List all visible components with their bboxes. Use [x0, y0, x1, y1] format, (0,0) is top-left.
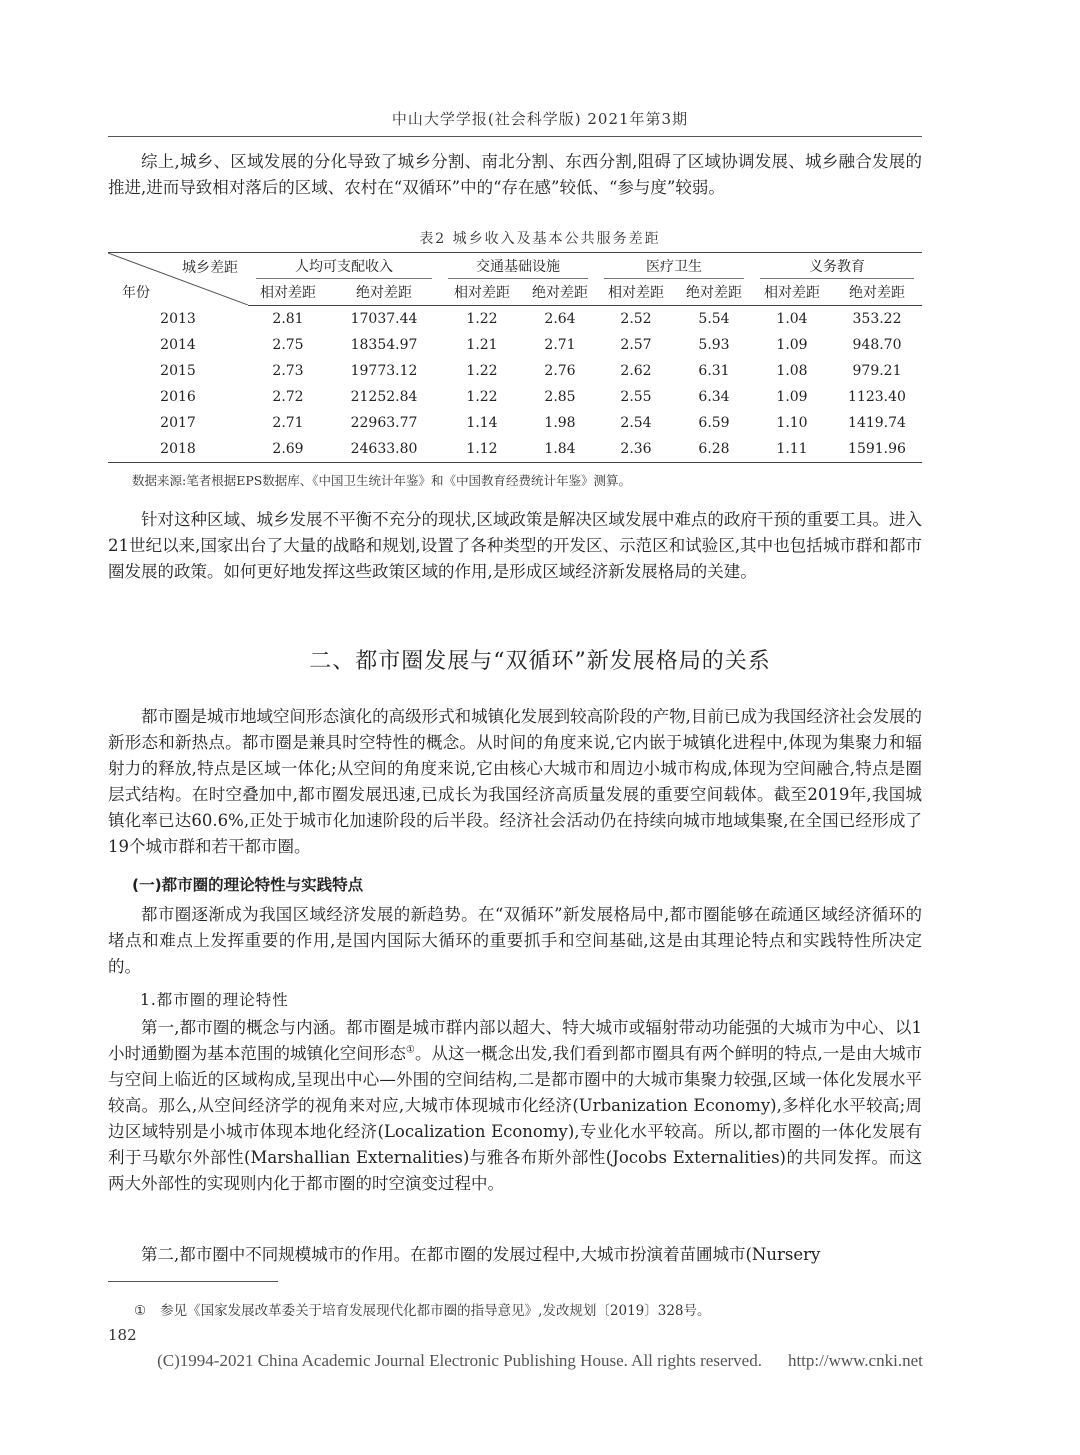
paragraph-city-roles: 第二,都市圈中不同规模城市的作用。在都市圈的发展过程中,大城市扮演着苗圃城市(Nursery [141, 1245, 821, 1264]
table-cell: 19773.12 [350, 363, 418, 379]
subheader: 绝对差距 [832, 279, 922, 306]
corner-label-year: 年份 [122, 284, 150, 301]
table-cell: 979.21 [852, 363, 902, 379]
subheader: 绝对差距 [676, 279, 752, 306]
running-head: 中山大学学报(社会科学版) 2021年第3期 [391, 110, 689, 128]
table-row [108, 384, 922, 410]
table-cell: 1.04 [776, 311, 808, 327]
table-cell: 2.36 [596, 436, 676, 463]
table-cell: 1.09 [776, 337, 808, 353]
subsection-heading: (一)都市圈的理论特性与实践特点 [132, 876, 364, 894]
paragraph-summary: 综上,城乡、区域发展的分化导致了城乡分割、南北分割、东西分割,阻碍了区域协调发展、城乡融合发展的推进,进而导致相对落后的区域、农村在“双循环”中的“存在感”较低、“参与度”较弱。 [108, 152, 922, 197]
table-row [108, 436, 922, 463]
footnote [134, 1299, 711, 1319]
header-rule [108, 136, 922, 137]
table-corner-cell [108, 253, 248, 306]
year-cell: 2015 [160, 363, 196, 379]
footnote-rule [108, 1281, 278, 1282]
copyright-notice [0, 1351, 1080, 1371]
table-cell: 353.22 [852, 311, 902, 327]
subheader: 相对差距 [596, 279, 676, 306]
year-cell: 2018 [108, 436, 248, 463]
year-cell: 2013 [160, 310, 196, 327]
table-cell: 2.73 [272, 363, 304, 379]
table-cell: 6.28 [676, 436, 752, 463]
group-header-income: 人均可支配收入 [248, 253, 440, 280]
table-cell: 2.71 [544, 337, 576, 353]
corner-label-gap: 城乡差距 [182, 260, 238, 276]
table-cell: 1.11 [752, 436, 832, 463]
table-cell: 1.12 [440, 436, 524, 463]
table-cell: 5.93 [698, 337, 730, 353]
table-row [108, 410, 922, 436]
table-row [108, 306, 922, 333]
table-row [108, 358, 922, 384]
subheader: 相对差距 [440, 279, 524, 306]
income-services-table [108, 252, 922, 463]
table-cell: 2.71 [272, 415, 304, 431]
table-cell: 1.10 [776, 415, 808, 431]
cnki-link[interactable]: http://www.cnki.net [787, 1351, 923, 1370]
table-cell: 2.52 [620, 311, 652, 327]
table-cell: 948.70 [852, 337, 902, 353]
table-cell: 17037.44 [350, 311, 418, 327]
table-cell: 2.81 [272, 311, 304, 327]
subheader: 相对差距 [752, 279, 832, 306]
subsubsection-heading: 1.都市圈的理论特性 [140, 991, 289, 1009]
table-cell: 2.69 [248, 436, 328, 463]
table-cell: 2.55 [620, 389, 652, 405]
table-source-note: 数据来源:笔者根据EPS数据库、《中国卫生统计年鉴》和《中国教育经费统计年鉴》测算。 [132, 473, 632, 488]
group-header-transport: 交通基础设施 [440, 253, 596, 280]
footnote-text: 参见《国家发展改革委关于培育发展现代化都市圈的指导意见》,发改规划〔2019〕328号。 [160, 1303, 711, 1319]
table-cell: 1.84 [524, 436, 596, 463]
table-cell: 1.22 [466, 389, 498, 405]
subheader: 绝对差距 [328, 279, 440, 306]
table-cell: 1.21 [466, 337, 498, 353]
table-cell: 1419.74 [848, 415, 906, 431]
table-cell: 22963.77 [350, 415, 418, 431]
table-cell: 21252.84 [350, 389, 418, 405]
footnote-ref-marker[interactable]: ① [405, 1044, 415, 1056]
paragraph-concept-part2: 。从这一概念出发,我们看到都市圈具有两个鲜明的特点,一是由大城市与空间上临近的区域构成,呈现出中心—外围的空间结构,二是都市圈中的大城市集聚力较强,区域一体化发展水平较高。那么,从空间经济学的视角来对应,大城市体现城市化经济(Urbanization Economy),多样化水平较高;周边区域特别是小城市体现本地化经济(Localization Economy),专业化水平较高。所以,都市圈的一体化发展有利于马歇尔外部性(Marshallian Externalities)与雅各布斯外部性(Jocobs Externalities)的共同发挥。而这两大外部性的实现则内化于都市圈的时空演变过程中。 [108, 1044, 922, 1193]
year-cell: 2016 [160, 389, 196, 405]
table-cell: 1123.40 [848, 389, 906, 405]
paragraph-metro-trend: 都市圈逐渐成为我国区域经济发展的新趋势。在“双循环”新发展格局中,都市圈能够在疏通区域经济循环的堵点和难点上发挥重要的作用,是国内国际大循环的重要抓手和空间基础,这是由其理论特点和实践特性所决定的。 [108, 905, 922, 976]
subheader: 相对差距 [248, 279, 328, 306]
group-header-education: 义务教育 [752, 253, 922, 280]
table-cell: 2.76 [544, 363, 576, 379]
table-cell: 18354.97 [350, 337, 418, 353]
year-cell: 2014 [160, 337, 196, 353]
table-caption: 表2 城乡收入及基本公共服务差距 [419, 231, 661, 247]
table-cell: 6.59 [698, 415, 730, 431]
table-cell: 1.14 [466, 415, 498, 431]
year-cell: 2017 [160, 415, 196, 431]
subheader: 绝对差距 [524, 279, 596, 306]
copyright-text: (C)1994-2021 China Academic Journal Electronic Publishing House. All rights reserved. [157, 1351, 762, 1370]
paragraph-metro-intro: 都市圈是城市地域空间形态演化的高级形式和城镇化发展到较高阶段的产物,目前已成为我国经济社会发展的新形态和新热点。都市圈是兼具时空特性的概念。从时间的角度来说,它内嵌于城镇化进程中,体现为集聚力和辐射力的释放,特点是区域一体化;从空间的角度来说,它由核心大城市和周边小城市构成,体现为空间融合,特点是圈层式结构。在时空叠加中,都市圈发展迅速,已成长为我国经济高质量发展的重要空间载体。截至2019年,我国城镇化率已达60.6%,正处于城市化加速阶段的后半段。经济社会活动仍在持续向城市地域集聚,在全国已经形成了19个城市群和若干都市圈。 [108, 707, 922, 856]
group-header-health: 医疗卫生 [596, 253, 752, 280]
table-cell: 1.22 [466, 363, 498, 379]
table-cell: 6.34 [698, 389, 730, 405]
table-row [108, 332, 922, 358]
table-cell: 2.85 [544, 389, 576, 405]
paragraph-concept-part1: 第一,都市圈的概念与内涵。都市圈是城市群内部以超大、特大城市或辐射带动功能强的大城市为中心、以1小时通勤圈为基本范围的城镇化空间形态 [108, 1018, 922, 1063]
table-cell: 6.31 [698, 363, 730, 379]
paragraph-concept [108, 1015, 922, 1197]
table-cell: 2.62 [620, 363, 652, 379]
section-title: 二、都市圈发展与“双循环”新发展格局的关系 [309, 649, 771, 674]
table-cell: 1.08 [776, 363, 808, 379]
table-cell: 2.75 [272, 337, 304, 353]
table-cell: 2.54 [620, 415, 652, 431]
table-cell: 1.98 [544, 415, 576, 431]
table-cell: 2.72 [272, 389, 304, 405]
table-cell: 1.09 [776, 389, 808, 405]
table-cell: 2.57 [620, 337, 652, 353]
table-cell: 1.22 [466, 311, 498, 327]
table-cell: 2.64 [544, 311, 576, 327]
footnote-mark: ① [134, 1303, 147, 1319]
paragraph-policy: 针对这种区域、城乡发展不平衡不充分的现状,区域政策是解决区域发展中难点的政府干预的重要工具。进入21世纪以来,国家出台了大量的战略和规划,设置了各种类型的开发区、示范区和试验区,其中也包括城市群和都市圈发展的政策。如何更好地发挥这些政策区域的作用,是形成区域经济新发展格局的关建。 [108, 510, 922, 581]
table-cell: 1591.96 [832, 436, 922, 463]
table-cell: 5.54 [698, 311, 730, 327]
table-cell: 24633.80 [328, 436, 440, 463]
page-number: 182 [108, 1326, 137, 1344]
